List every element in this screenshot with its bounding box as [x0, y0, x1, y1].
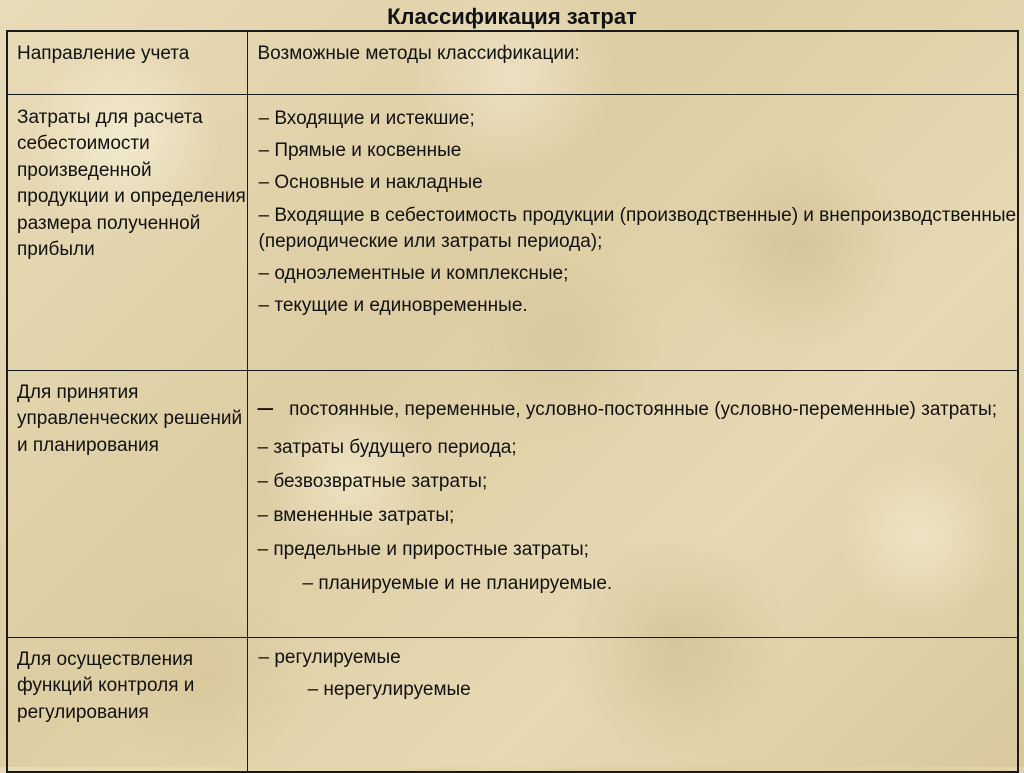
- table-header-row: [7, 31, 1018, 95]
- list-item: – текущие и единовременные.: [258, 295, 528, 317]
- table-row: [7, 371, 1018, 638]
- list-item: – регулируемые: [258, 647, 401, 668]
- direction-cell: Затраты для расчета себестоимости произведенной продукции и определения размера полученной прибыли: [7, 95, 247, 371]
- list-item: – Входящие в себестоимость продукции (производственные) и внепроизводственные (периодические или затраты периода);: [258, 204, 1017, 253]
- header-direction: Направление учета: [7, 31, 247, 95]
- list-item: – затраты будущего периода;: [257, 436, 517, 458]
- list-item: – вмененные затраты;: [257, 504, 455, 526]
- list-item-text: постоянные, переменные, условно-постоянные (условно-переменные) затраты;: [289, 399, 998, 420]
- cost-classification-table: [6, 30, 1019, 773]
- list-item: – Прямые и косвенные: [258, 140, 462, 162]
- list-item: – планируемые и не планируемые.: [302, 572, 613, 594]
- list-item: – нерегулируемые: [307, 679, 471, 701]
- table-row: [7, 638, 1018, 773]
- methods-cell: [247, 95, 1018, 371]
- table-row: [7, 95, 1018, 371]
- list-item: – одноэлементные и комплексные;: [258, 263, 569, 285]
- header-methods: Возможные методы классификации:: [247, 31, 1018, 95]
- dash-glyph: –: [257, 391, 274, 422]
- methods-cell: [247, 371, 1018, 638]
- list-item: [258, 390, 1018, 427]
- methods-cell: [247, 638, 1018, 773]
- methods-list: [258, 390, 1018, 597]
- page-title: Классификация затрат: [387, 4, 637, 29]
- methods-list: [259, 645, 1018, 704]
- list-item: – Основные и накладные: [258, 172, 483, 194]
- direction-cell: Для осуществления функций контроля и регулирования: [7, 638, 247, 773]
- list-item: – Входящие и истекшие;: [258, 108, 475, 129]
- methods-list: [259, 106, 1018, 320]
- list-item: – предельные и приростные затраты;: [257, 538, 589, 560]
- list-item: – безвозвратные затраты;: [257, 470, 488, 492]
- direction-cell: Для принятия управленческих решений и планирования: [7, 371, 247, 638]
